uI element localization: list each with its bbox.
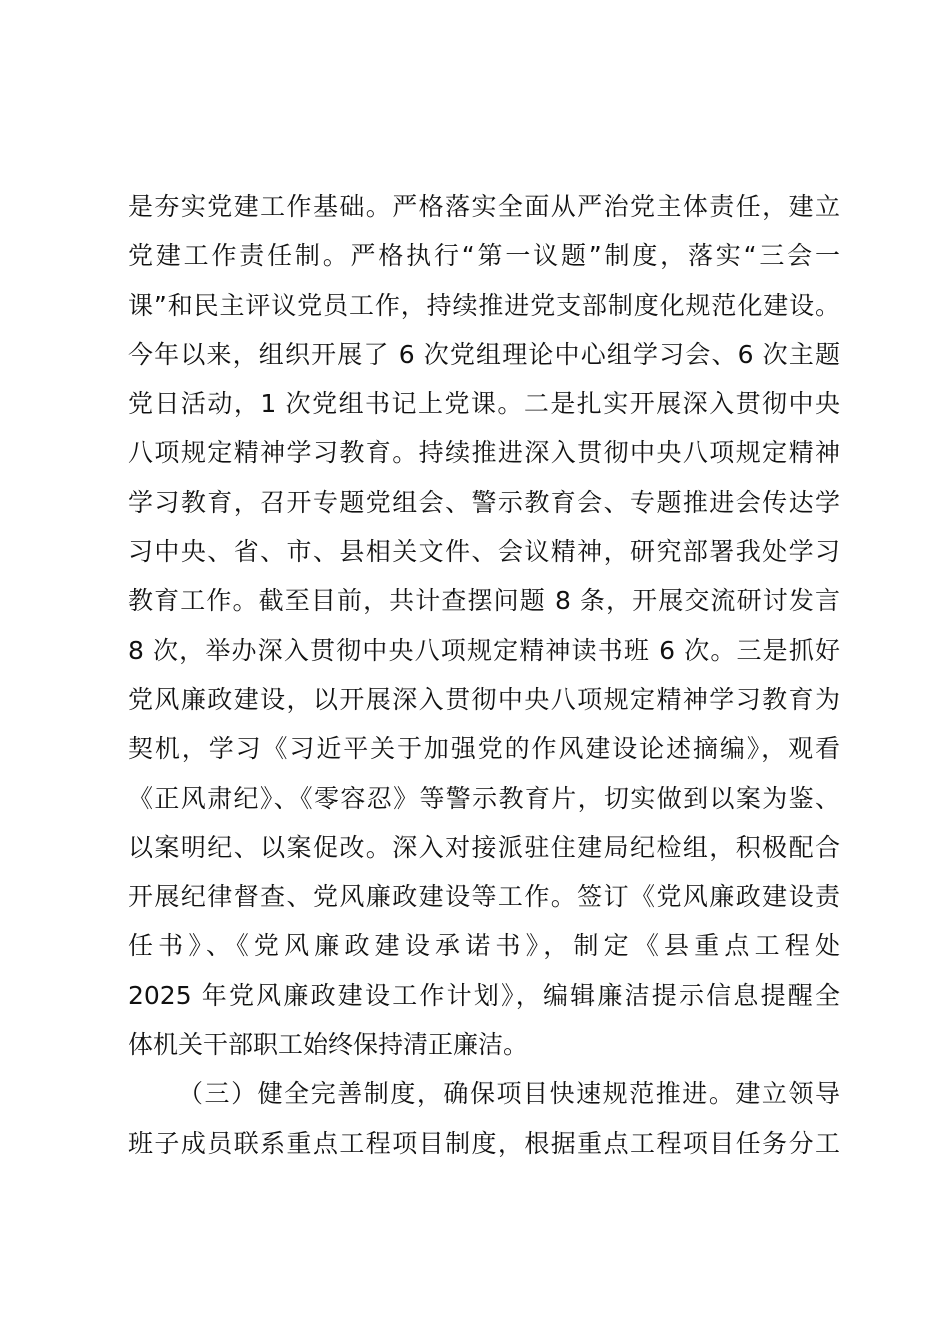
text-line: 契机，学习《习近平关于加强党的作风建设论述摘编》，观看 xyxy=(128,734,840,764)
text-line: 教育工作。截至目前，共计查摆问题 8 条，开展交流研讨发言 xyxy=(128,586,840,616)
text-line: 课”和民主评议党员工作，持续推进党支部制度化规范化建设。 xyxy=(128,290,840,320)
text-line: 以案明纪、以案促改。深入对接派驻住建局纪检组，积极配合 xyxy=(128,832,840,862)
text-line: 是夯实党建工作基础。严格落实全面从严治党主体责任，建立 xyxy=(128,192,840,221)
text-line: 党建工作责任制。严格执行“第一议题”制度，落实“三会一 xyxy=(128,241,840,271)
section-heading-line: （三）健全完善制度，确保项目快速规范推进。建立领导 xyxy=(178,1079,840,1109)
text-line: 班子成员联系重点工程项目制度，根据重点工程项目任务分工 xyxy=(128,1128,840,1158)
text-line: 任书》、《党风廉政建设承诺书》，制定《县重点工程处 xyxy=(128,931,840,961)
text-line: 党风廉政建设，以开展深入贯彻中央八项规定精神学习教育为 xyxy=(128,684,840,714)
text-line: 党日活动，1 次党组书记上党课。二是扎实开展深入贯彻中央 xyxy=(128,389,840,419)
text-line: 《正风肃纪》、《零容忍》等警示教育片，切实做到以案为鉴、 xyxy=(128,783,840,813)
text-line: 习中央、省、市、县相关文件、会议精神，研究部署我处学习 xyxy=(128,537,840,567)
body-text xyxy=(128,182,840,1168)
text-line: 开展纪律督查、党风廉政建设等工作。签订《党风廉政建设责 xyxy=(128,882,840,912)
text-line: 八项规定精神学习教育。持续推进深入贯彻中央八项规定精神 xyxy=(128,438,840,468)
text-line: 今年以来，组织开展了 6 次党组理论中心组学习会、6 次主题 xyxy=(128,339,840,369)
paragraph-last-line: 体机关干部职工始终保持清正廉洁。 xyxy=(128,1030,529,1060)
text-line: 学习教育，召开专题党组会、警示教育会、专题推进会传达学 xyxy=(128,487,840,517)
text-line: 2025 年党风廉政建设工作计划》，编辑廉洁提示信息提醒全 xyxy=(128,980,840,1010)
text-line: 8 次，举办深入贯彻中央八项规定精神读书班 6 次。三是抓好 xyxy=(128,635,840,665)
